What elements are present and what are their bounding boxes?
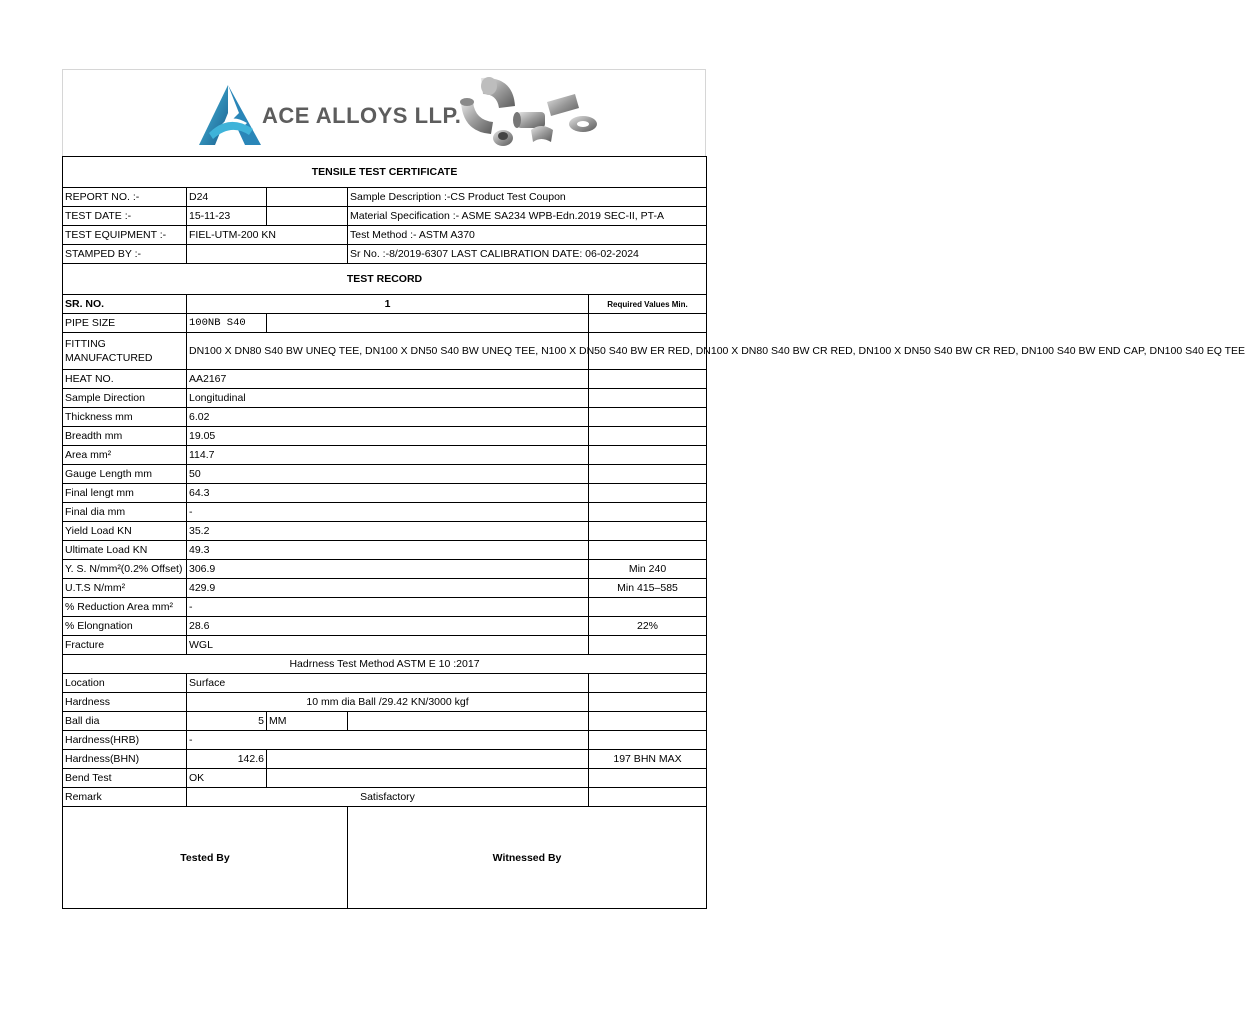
- witnessed-by-signature: Witnessed By: [348, 807, 707, 909]
- row-value: 64.3: [187, 484, 589, 503]
- bend-test-label: Bend Test: [63, 769, 187, 788]
- row-value: 114.7: [187, 446, 589, 465]
- row-required: [589, 408, 707, 427]
- certificate-sheet: [62, 69, 1245, 909]
- stamped-by-value: [187, 245, 348, 264]
- fitting-label: FITTING MANUFACTURED: [63, 333, 187, 370]
- row-required: 22%: [589, 617, 707, 636]
- bhn-value: 142.6: [187, 750, 267, 769]
- fitting-manufactured-value: DN100 X DN80 S40 BW UNEQ TEE, DN100 X DN50 S40 BW UNEQ TEE, N100 X DN50 S40 BW ER RED, DN100 X DN80 S40 BW CR RED, DN100 X DN50 S40 BW CR RED, DN100 S40 BW END CAP, DN100 S40 EQ TEE: [187, 333, 589, 370]
- test-date-value: 15-11-23: [187, 207, 267, 226]
- report-no-value: D24: [187, 188, 267, 207]
- pipe-fittings-image-icon: [441, 72, 597, 154]
- empty-cell: [267, 188, 348, 207]
- table-row: [63, 522, 707, 541]
- row-label: Sample Direction: [63, 389, 187, 408]
- table-row: [63, 408, 707, 427]
- remark-label: Remark: [63, 788, 187, 807]
- row-required: [589, 389, 707, 408]
- row-required: [589, 446, 707, 465]
- remark-value: Satisfactory: [187, 788, 589, 807]
- hardness-method: Hadrness Test Method ASTM E 10 :2017: [63, 655, 707, 674]
- empty-cell: [589, 370, 707, 389]
- hrb-label: Hardness(HRB): [63, 731, 187, 750]
- empty-cell: [267, 769, 589, 788]
- row-value: -: [187, 598, 589, 617]
- test-method: Test Method :- ASTM A370: [348, 226, 707, 245]
- row-value: WGL: [187, 636, 589, 655]
- row-value: 28.6: [187, 617, 589, 636]
- row-label: Ultimate Load KN: [63, 541, 187, 560]
- table-row: [63, 598, 707, 617]
- ball-dia-unit: MM: [267, 712, 348, 731]
- row-required: [589, 541, 707, 560]
- ball-dia-label: Ball dia: [63, 712, 187, 731]
- ace-alloys-logo-icon: [195, 83, 265, 147]
- row-label: Final dia mm: [63, 503, 187, 522]
- row-value: 6.02: [187, 408, 589, 427]
- hrb-value: -: [187, 731, 589, 750]
- row-value: 429.9: [187, 579, 589, 598]
- row-label: Y. S. N/mm²(0.2% Offset): [63, 560, 187, 579]
- row-label: Gauge Length mm: [63, 465, 187, 484]
- table-row: [63, 579, 707, 598]
- row-value: 50: [187, 465, 589, 484]
- row-required: [589, 484, 707, 503]
- row-label: Yield Load KN: [63, 522, 187, 541]
- row-label: U.T.S N/mm²: [63, 579, 187, 598]
- test-equipment-value: FIEL-UTM-200 KN: [187, 226, 348, 245]
- row-required: [589, 503, 707, 522]
- sample-description: Sample Description :-CS Product Test Coupon: [348, 188, 707, 207]
- row-value: Longitudinal: [187, 389, 589, 408]
- row-value: -: [187, 503, 589, 522]
- empty-cell: [589, 674, 707, 693]
- location-label: Location: [63, 674, 187, 693]
- material-specification: Material Specification :- ASME SA234 WPB-Edn.2019 SEC-II, PT-A: [348, 207, 707, 226]
- row-required: Min 415–585: [589, 579, 707, 598]
- hardness-label: Hardness: [63, 693, 187, 712]
- row-value: 19.05: [187, 427, 589, 446]
- empty-cell: [589, 731, 707, 750]
- company-name: ACE ALLOYS LLP.: [262, 103, 462, 128]
- empty-cell: [348, 712, 589, 731]
- test-date-label: TEST DATE :-: [63, 207, 187, 226]
- empty-cell: [589, 769, 707, 788]
- sr-no-value: 1: [187, 295, 589, 314]
- stamped-by-label: STAMPED BY :-: [63, 245, 187, 264]
- empty-cell: [589, 788, 707, 807]
- table-row: [63, 503, 707, 522]
- row-value: 306.9: [187, 560, 589, 579]
- sr-no-label: SR. NO.: [63, 295, 187, 314]
- certificate-title: TENSILE TEST CERTIFICATE: [63, 157, 707, 188]
- empty-cell: [589, 314, 707, 333]
- certificate-table: [62, 156, 1245, 909]
- test-record-title: TEST RECORD: [63, 264, 707, 295]
- row-label: Thickness mm: [63, 408, 187, 427]
- table-row: [63, 617, 707, 636]
- logo-header: [62, 69, 706, 156]
- row-label: % Reduction Area mm²: [63, 598, 187, 617]
- row-value: 35.2: [187, 522, 589, 541]
- heat-no-label: HEAT NO.: [63, 370, 187, 389]
- table-row: [63, 446, 707, 465]
- bend-test-value: OK: [187, 769, 267, 788]
- calibration-info: Sr No. :-8/2019-6307 LAST CALIBRATION DATE: 06-02-2024: [348, 245, 707, 264]
- row-required: [589, 427, 707, 446]
- empty-cell: [589, 712, 707, 731]
- row-label: Area mm²: [63, 446, 187, 465]
- table-row: [63, 465, 707, 484]
- required-values-label: Required Values Min.: [607, 300, 688, 309]
- report-no-label: REPORT NO. :-: [63, 188, 187, 207]
- bhn-label: Hardness(BHN): [63, 750, 187, 769]
- row-label: Breadth mm: [63, 427, 187, 446]
- table-row: [63, 484, 707, 503]
- row-required: [589, 465, 707, 484]
- table-row: [63, 427, 707, 446]
- empty-cell: [589, 693, 707, 712]
- empty-cell: [267, 207, 348, 226]
- row-required: Min 240: [589, 560, 707, 579]
- test-equipment-label: TEST EQUIPMENT :-: [63, 226, 187, 245]
- hardness-value: 10 mm dia Ball /29.42 KN/3000 kgf: [187, 693, 589, 712]
- empty-cell: [267, 314, 589, 333]
- empty-cell: [267, 750, 589, 769]
- heat-no-value: AA2167: [187, 370, 589, 389]
- table-row: [63, 560, 707, 579]
- pipe-size-value: 100NB S40: [187, 314, 267, 333]
- tested-by-signature: Tested By: [63, 807, 348, 909]
- location-value: Surface: [187, 674, 589, 693]
- table-row: [63, 389, 707, 408]
- table-row: [63, 636, 707, 655]
- test-record-rows: [63, 389, 707, 655]
- row-required: [589, 636, 707, 655]
- row-required: [589, 522, 707, 541]
- bhn-required: 197 BHN MAX: [589, 750, 707, 769]
- row-required: [589, 598, 707, 617]
- row-label: Fracture: [63, 636, 187, 655]
- pipe-size-label: PIPE SIZE: [63, 314, 187, 333]
- ball-dia-value: 5: [187, 712, 267, 731]
- row-label: Final lengt mm: [63, 484, 187, 503]
- row-value: 49.3: [187, 541, 589, 560]
- table-row: [63, 541, 707, 560]
- row-label: % Elongnation: [63, 617, 187, 636]
